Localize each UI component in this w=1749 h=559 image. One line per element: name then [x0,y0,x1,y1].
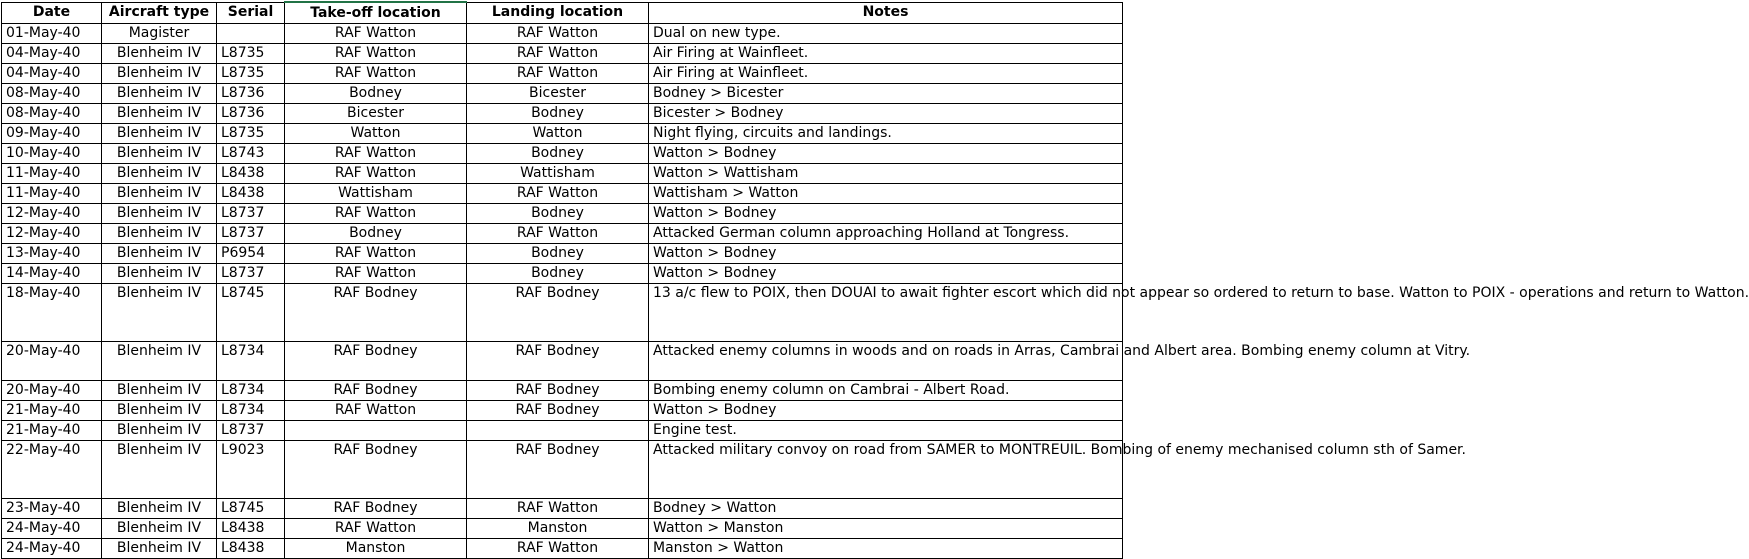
col-header-date: Date [2,2,102,24]
cell-notes: Watton > Bodney [649,244,1123,264]
cell-serial: L8737 [217,264,285,284]
cell-landing-location: RAF Watton [467,224,649,244]
cell-date: 10-May-40 [2,144,102,164]
cell-date: 24-May-40 [2,539,102,559]
cell-takeoff-location: RAF Bodney [285,441,467,499]
cell-takeoff-location [285,421,467,441]
col-header-landing-location: Landing location [467,2,649,24]
cell-takeoff-location: RAF Watton [285,401,467,421]
header-row [2,2,1123,24]
cell-takeoff-location: RAF Watton [285,204,467,224]
cell-notes: Dual on new type. [649,24,1123,44]
table-row [2,264,1123,284]
cell-aircraft-type: Blenheim IV [102,539,217,559]
cell-landing-location [467,421,649,441]
cell-serial: L8743 [217,144,285,164]
cell-notes: 13 a/c flew to POIX, then DOUAI to await fighter escort which did not appear so ordered to return to base. Watton to POIX - operations and return to Watton. [649,284,1123,342]
cell-landing-location: RAF Watton [467,44,649,64]
cell-takeoff-location: Watton [285,124,467,144]
cell-serial: L8438 [217,164,285,184]
cell-landing-location: RAF Watton [467,24,649,44]
cell-serial: L8438 [217,539,285,559]
cell-notes: Air Firing at Wainfleet. [649,64,1123,84]
cell-notes: Attacked military convoy on road from SAMER to MONTREUIL. Bombing of enemy mechanised column sth of Samer. [649,441,1123,499]
cell-aircraft-type: Blenheim IV [102,224,217,244]
col-header-aircraft-type: Aircraft type [102,2,217,24]
cell-date: 01-May-40 [2,24,102,44]
cell-notes: Air Firing at Wainfleet. [649,44,1123,64]
cell-notes: Watton > Bodney [649,401,1123,421]
cell-landing-location: RAF Bodney [467,441,649,499]
cell-aircraft-type: Blenheim IV [102,519,217,539]
cell-date: 20-May-40 [2,381,102,401]
table-row [2,164,1123,184]
table-row [2,401,1123,421]
cell-landing-location: Bodney [467,244,649,264]
cell-serial: L8745 [217,499,285,519]
cell-notes: Attacked German column approaching Holland at Tongress. [649,224,1123,244]
cell-takeoff-location: RAF Watton [285,519,467,539]
table-row [2,499,1123,519]
cell-takeoff-location: RAF Bodney [285,284,467,342]
table-row [2,539,1123,559]
table-row [2,519,1123,539]
cell-landing-location: Bicester [467,84,649,104]
cell-takeoff-location: RAF Watton [285,64,467,84]
cell-aircraft-type: Blenheim IV [102,184,217,204]
cell-aircraft-type: Blenheim IV [102,264,217,284]
cell-notes: Bodney > Bicester [649,84,1123,104]
cell-takeoff-location: RAF Watton [285,244,467,264]
cell-serial: L8438 [217,519,285,539]
table-row [2,24,1123,44]
cell-takeoff-location: RAF Bodney [285,499,467,519]
cell-date: 11-May-40 [2,164,102,184]
cell-landing-location: RAF Bodney [467,401,649,421]
cell-aircraft-type: Blenheim IV [102,144,217,164]
cell-notes: Watton > Bodney [649,204,1123,224]
cell-serial: L8734 [217,342,285,381]
cell-takeoff-location: RAF Bodney [285,381,467,401]
table-row [2,284,1123,342]
cell-date: 18-May-40 [2,284,102,342]
cell-aircraft-type: Blenheim IV [102,381,217,401]
cell-serial: L8736 [217,104,285,124]
cell-date: 23-May-40 [2,499,102,519]
col-header-notes: Notes [649,2,1123,24]
cell-notes: Engine test. [649,421,1123,441]
cell-date: 20-May-40 [2,342,102,381]
table-row [2,342,1123,381]
table-row [2,64,1123,84]
cell-date: 11-May-40 [2,184,102,204]
cell-takeoff-location: Bodney [285,224,467,244]
cell-landing-location: Bodney [467,144,649,164]
cell-aircraft-type: Blenheim IV [102,44,217,64]
cell-serial [217,24,285,44]
table-row [2,224,1123,244]
cell-takeoff-location: RAF Bodney [285,342,467,381]
cell-notes: Bicester > Bodney [649,104,1123,124]
table-row [2,84,1123,104]
cell-aircraft-type: Blenheim IV [102,499,217,519]
cell-date: 22-May-40 [2,441,102,499]
cell-aircraft-type: Blenheim IV [102,284,217,342]
cell-takeoff-location: RAF Watton [285,144,467,164]
cell-landing-location: Bodney [467,204,649,224]
cell-serial: L9023 [217,441,285,499]
cell-notes: Attacked enemy columns in woods and on roads in Arras, Cambrai and Albert area. Bombing enemy column at Vitry. [649,342,1123,381]
cell-takeoff-location: RAF Watton [285,24,467,44]
cell-aircraft-type: Blenheim IV [102,124,217,144]
cell-landing-location: RAF Bodney [467,284,649,342]
cell-landing-location: Watton [467,124,649,144]
table-row [2,144,1123,164]
cell-notes: Watton > Bodney [649,264,1123,284]
cell-aircraft-type: Blenheim IV [102,441,217,499]
cell-serial: L8735 [217,44,285,64]
cell-notes: Night flying, circuits and landings. [649,124,1123,144]
cell-serial: L8745 [217,284,285,342]
table-row [2,421,1123,441]
table-row [2,204,1123,224]
cell-landing-location: RAF Bodney [467,381,649,401]
cell-date: 08-May-40 [2,104,102,124]
cell-serial: L8734 [217,401,285,421]
cell-aircraft-type: Magister [102,24,217,44]
cell-notes: Watton > Bodney [649,144,1123,164]
cell-date: 04-May-40 [2,64,102,84]
cell-takeoff-location: RAF Watton [285,44,467,64]
cell-date: 13-May-40 [2,244,102,264]
cell-aircraft-type: Blenheim IV [102,244,217,264]
table-row [2,441,1123,499]
cell-date: 21-May-40 [2,421,102,441]
cell-landing-location: Bodney [467,264,649,284]
cell-notes: Manston > Watton [649,539,1123,559]
cell-notes: Wattisham > Watton [649,184,1123,204]
cell-aircraft-type: Blenheim IV [102,164,217,184]
cell-takeoff-location: RAF Watton [285,164,467,184]
cell-landing-location: RAF Watton [467,499,649,519]
cell-landing-location: RAF Watton [467,64,649,84]
table-row [2,381,1123,401]
flight-log-body [2,24,1749,559]
cell-landing-location: Manston [467,519,649,539]
cell-serial: L8736 [217,84,285,104]
cell-date: 24-May-40 [2,519,102,539]
cell-date: 14-May-40 [2,264,102,284]
cell-serial: L8735 [217,64,285,84]
cell-landing-location: RAF Watton [467,184,649,204]
cell-date: 12-May-40 [2,204,102,224]
cell-aircraft-type: Blenheim IV [102,104,217,124]
col-header-serial: Serial [217,2,285,24]
cell-landing-location: RAF Watton [467,539,649,559]
cell-landing-location: Wattisham [467,164,649,184]
cell-notes: Watton > Wattisham [649,164,1123,184]
col-header-takeoff-location: Take-off location [285,2,467,24]
cell-date: 21-May-40 [2,401,102,421]
cell-serial: L8438 [217,184,285,204]
cell-takeoff-location: Manston [285,539,467,559]
cell-aircraft-type: Blenheim IV [102,421,217,441]
cell-date: 09-May-40 [2,124,102,144]
cell-aircraft-type: Blenheim IV [102,84,217,104]
cell-serial: L8734 [217,381,285,401]
cell-takeoff-location: RAF Watton [285,264,467,284]
cell-takeoff-location: Wattisham [285,184,467,204]
cell-landing-location: RAF Bodney [467,342,649,381]
cell-landing-location: Bodney [467,104,649,124]
cell-serial: P6954 [217,244,285,264]
cell-aircraft-type: Blenheim IV [102,64,217,84]
cell-notes: Bombing enemy column on Cambrai - Albert Road. [649,381,1123,401]
table-row [2,104,1123,124]
cell-takeoff-location: Bicester [285,104,467,124]
cell-serial: L8737 [217,224,285,244]
cell-date: 04-May-40 [2,44,102,64]
table-row [2,244,1123,264]
cell-notes: Watton > Manston [649,519,1123,539]
cell-date: 08-May-40 [2,84,102,104]
cell-date: 12-May-40 [2,224,102,244]
cell-takeoff-location: Bodney [285,84,467,104]
table-row [2,44,1123,64]
cell-aircraft-type: Blenheim IV [102,401,217,421]
table-row [2,184,1123,204]
cell-aircraft-type: Blenheim IV [102,342,217,381]
cell-notes: Bodney > Watton [649,499,1123,519]
cell-serial: L8737 [217,421,285,441]
table-row [2,124,1123,144]
cell-serial: L8735 [217,124,285,144]
cell-serial: L8737 [217,204,285,224]
flight-log-table [1,1,1749,559]
cell-aircraft-type: Blenheim IV [102,204,217,224]
